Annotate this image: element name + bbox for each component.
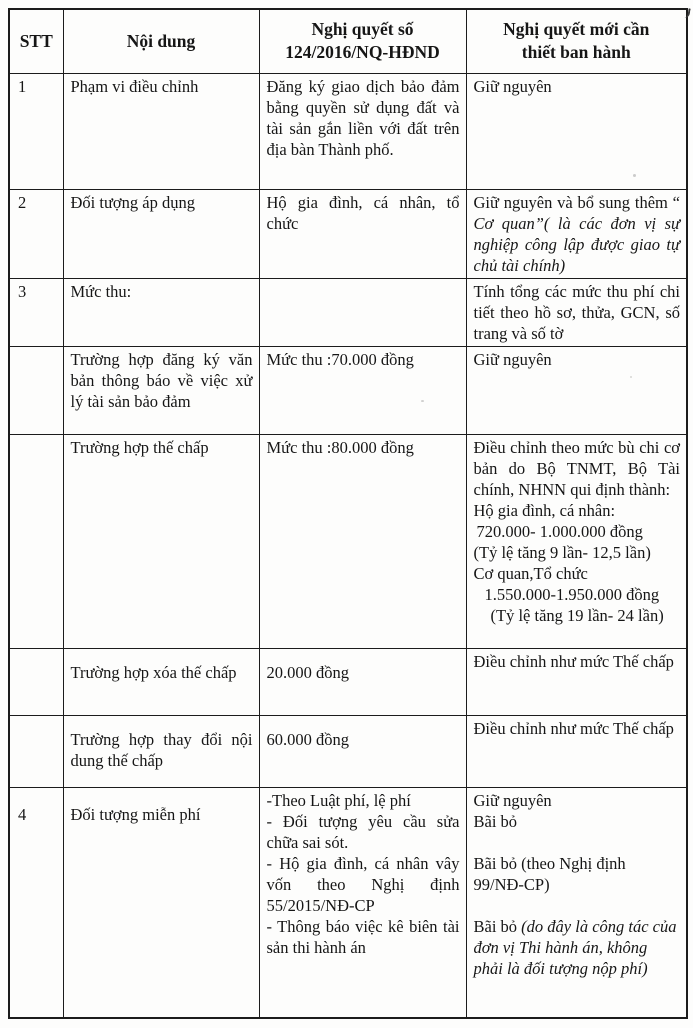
text: - Thông báo việc kê biên tài sản thi hành án	[266, 916, 460, 957]
table-row	[9, 346, 687, 434]
italic-text: Cơ quan”( là các đơn vị sự nghiệp công lập được giao tự chủ tài chính)	[473, 213, 680, 275]
cell-paragraph	[474, 192, 681, 276]
cell-paragraph	[474, 500, 681, 521]
text: 720.000- 1.000.000 đồng	[476, 521, 643, 541]
cell-paragraph	[71, 662, 253, 683]
cell-stt: 3	[9, 278, 63, 346]
cell-nghi-quyet-124	[259, 278, 466, 346]
cell-nghi-quyet-moi	[466, 278, 687, 346]
text: Trường hợp thế chấp	[70, 437, 209, 457]
cell-paragraph	[71, 804, 253, 825]
text: Trường hợp xóa thế chấp	[70, 662, 237, 682]
text: Mức thu :70.000 đồng	[266, 349, 414, 369]
cell-nghi-quyet-124	[259, 787, 466, 1018]
cell-nghi-quyet-124	[259, 189, 466, 278]
cell-paragraph	[264, 41, 462, 64]
text: Trường hợp đăng ký văn bản thông báo về việc xử lý tài sản bảo đảm	[70, 349, 253, 411]
cell-nghi-quyet-moi	[466, 434, 687, 648]
cell-stt	[9, 434, 63, 648]
cell-nghi-quyet-124	[259, 648, 466, 715]
cell-paragraph	[474, 811, 681, 832]
table-row	[9, 434, 687, 648]
text: Đối tượng miễn phí	[70, 804, 201, 824]
cell-paragraph	[267, 853, 460, 916]
header-cell-stt	[9, 9, 63, 73]
text: Đối tượng áp dụng	[70, 192, 195, 212]
cell-paragraph	[474, 718, 681, 739]
cell-paragraph	[474, 521, 681, 542]
text: Trường hợp thay đổi nội dung thế chấp	[70, 729, 253, 770]
cell-nghi-quyet-124	[259, 346, 466, 434]
text: -Theo Luật phí, lệ phí	[266, 790, 411, 810]
cell-noidung	[63, 346, 259, 434]
cell-paragraph	[474, 76, 681, 97]
text: - Hộ gia đình, cá nhân vây vốn theo Nghị định 55/2015/NĐ-CP	[266, 853, 460, 915]
table-row	[9, 715, 687, 787]
text: Mức thu:	[70, 281, 132, 301]
cell-paragraph	[267, 192, 460, 234]
text: Nội dung	[126, 30, 196, 51]
text: Bãi bỏ (theo Nghị định 99/NĐ-CP)	[473, 853, 626, 894]
cell-nghi-quyet-124	[259, 434, 466, 648]
text: Nghị quyết mới cần	[503, 19, 650, 40]
cell-paragraph	[71, 437, 253, 458]
table-row	[9, 278, 687, 346]
cell-paragraph	[474, 349, 681, 370]
text: Điều chỉnh theo mức bù chi cơ bản do Bộ TNMT, Bộ Tài chính, NHNN qui định thành:	[473, 437, 680, 499]
text: 20.000 đồng	[266, 662, 349, 682]
cell-paragraph	[267, 437, 460, 458]
text: 1.550.000-1.950.000 đồng	[484, 584, 660, 604]
text: Bãi bỏ	[473, 811, 518, 831]
cell-paragraph	[71, 192, 253, 213]
cell-nghi-quyet-moi	[466, 73, 687, 189]
text: - Đối tượng yêu cầu sửa chữa sai sót.	[266, 811, 460, 852]
cell-paragraph	[474, 584, 681, 605]
cell-stt: 1	[9, 73, 63, 189]
cell-paragraph	[474, 542, 681, 563]
cell-paragraph	[71, 729, 253, 771]
cell-paragraph	[14, 30, 59, 53]
text: thiết ban hành	[521, 42, 631, 63]
cell-paragraph	[474, 853, 681, 895]
cell-nghi-quyet-moi	[466, 648, 687, 715]
text: Giữ nguyên	[473, 76, 552, 96]
cell-paragraph	[474, 437, 681, 500]
cell-paragraph	[267, 811, 460, 853]
table-row	[9, 648, 687, 715]
cell-paragraph	[267, 76, 460, 160]
cell-nghi-quyet-moi	[466, 189, 687, 278]
cell-noidung	[63, 73, 259, 189]
cell-noidung	[63, 434, 259, 648]
scan-speck	[633, 174, 636, 177]
text: Bãi bỏ	[473, 916, 522, 936]
text: Tính tổng các mức thu phí chi tiết theo hồ sơ, thửa, GCN, số trang và số tờ	[473, 281, 680, 343]
cell-paragraph	[264, 18, 462, 41]
cell-stt	[9, 715, 63, 787]
cell-stt: 2	[9, 189, 63, 278]
cell-paragraph	[471, 18, 683, 41]
text: Điều chỉnh như mức Thế chấp	[473, 651, 674, 671]
cell-paragraph	[267, 790, 460, 811]
text: (Tỷ lệ tăng 9 lần- 12,5 lần)	[473, 542, 651, 562]
cell-stt: 4	[9, 787, 63, 1018]
cell-nghi-quyet-moi	[466, 346, 687, 434]
cell-paragraph	[267, 916, 460, 958]
cell-paragraph	[474, 651, 681, 672]
cell-paragraph	[71, 349, 253, 412]
text: Mức thu :80.000 đồng	[266, 437, 414, 457]
header-cell-nghi-quyet-moi	[466, 9, 687, 73]
cell-nghi-quyet-moi	[466, 715, 687, 787]
text: (Tỷ lệ tăng 19 lần- 24 lần)	[490, 605, 664, 625]
header-cell-noidung	[63, 9, 259, 73]
cell-noidung	[63, 189, 259, 278]
cell-paragraph	[474, 605, 681, 626]
cell-paragraph	[71, 281, 253, 302]
text: Giữ nguyên và bổ sung thêm “	[473, 192, 680, 212]
header-cell-nghi-quyet-124	[259, 9, 466, 73]
document-page	[0, 8, 693, 1028]
text: Giữ nguyên	[473, 349, 552, 369]
cell-stt	[9, 346, 63, 434]
scan-corner-mark	[681, 7, 690, 18]
cell-paragraph	[267, 662, 460, 683]
cell-noidung	[63, 278, 259, 346]
text: Điều chỉnh như mức Thế chấp	[473, 718, 674, 738]
text: Hộ gia đình, cá nhân, tổ chức	[266, 192, 460, 233]
cell-paragraph	[474, 563, 681, 584]
text: STT	[19, 30, 53, 51]
cell-paragraph	[474, 790, 681, 811]
cell-paragraph	[474, 916, 681, 979]
text: 124/2016/NQ-HĐND	[285, 42, 440, 63]
cell-paragraph	[267, 729, 460, 750]
italic-text: (do đây là công tác của đơn vị Thi hành án, không phải là đối tượng nộp phí)	[473, 916, 677, 978]
table-header-row	[9, 9, 687, 73]
cell-paragraph	[267, 349, 460, 370]
text: Giữ nguyên	[473, 790, 552, 810]
cell-paragraph	[71, 76, 253, 97]
text: Nghị quyết số	[311, 19, 414, 40]
table-row	[9, 73, 687, 189]
text: Phạm vi điều chỉnh	[70, 76, 199, 96]
cell-noidung	[63, 715, 259, 787]
text: 60.000 đồng	[266, 729, 349, 749]
cell-noidung	[63, 648, 259, 715]
text: Cơ quan,Tổ chức	[473, 563, 588, 583]
cell-nghi-quyet-moi	[466, 787, 687, 1018]
cell-nghi-quyet-124	[259, 73, 466, 189]
cell-paragraph	[68, 30, 255, 53]
text: Hộ gia đình, cá nhân:	[473, 500, 616, 520]
scan-speck	[630, 376, 632, 378]
document-table	[8, 8, 688, 1019]
text: Đăng ký giao dịch bảo đảm bằng quyền sử dụng đất và tài sản gắn liền với đất trên địa bàn Thành phố.	[266, 76, 460, 159]
cell-paragraph	[471, 41, 683, 64]
scan-speck	[421, 400, 424, 402]
cell-nghi-quyet-124	[259, 715, 466, 787]
table-row	[9, 189, 687, 278]
cell-paragraph	[474, 281, 681, 344]
table-row	[9, 787, 687, 1018]
cell-noidung	[63, 787, 259, 1018]
cell-stt	[9, 648, 63, 715]
